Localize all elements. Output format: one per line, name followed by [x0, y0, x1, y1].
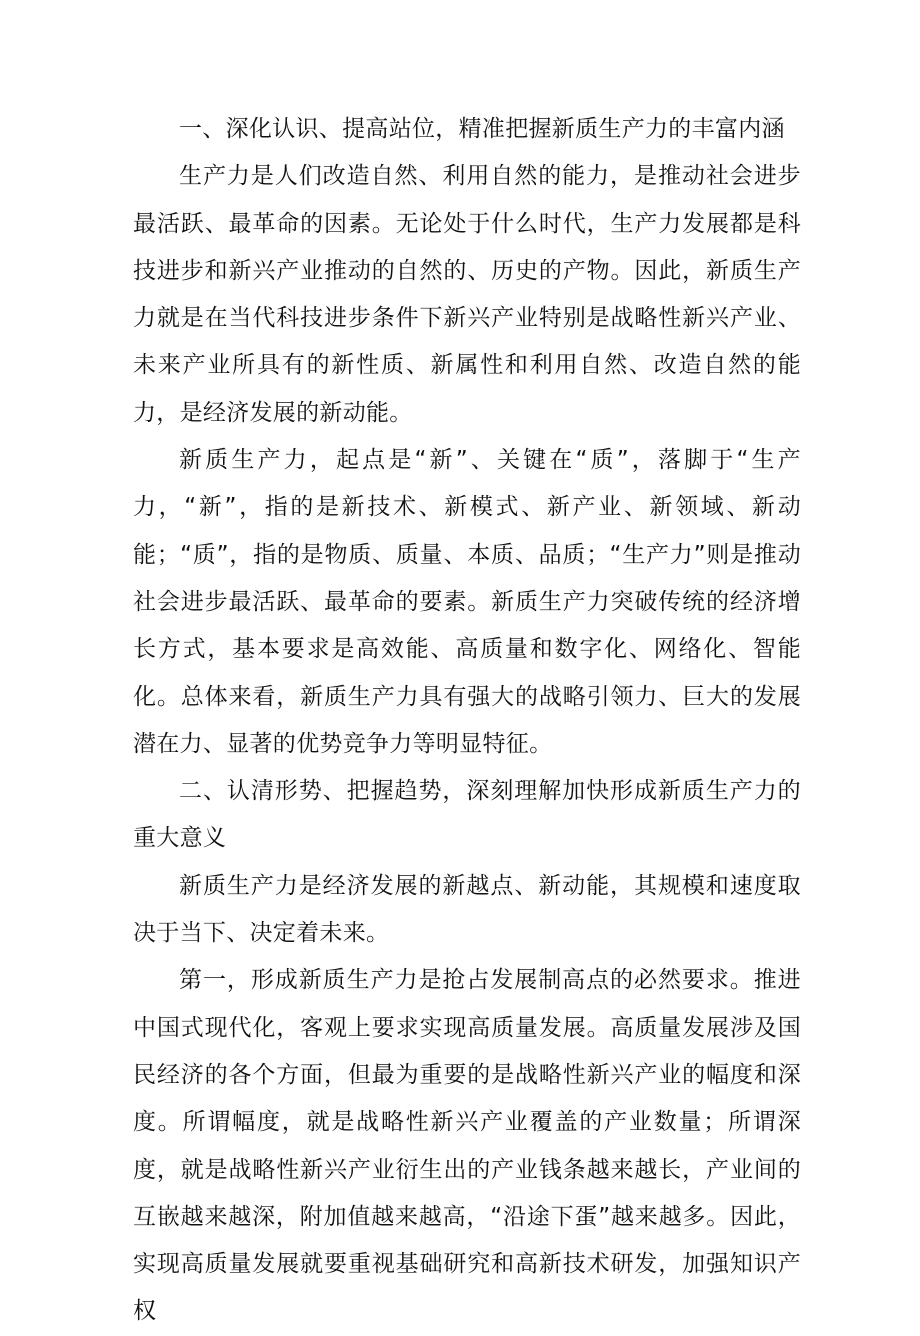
body-paragraph: 新质生产力，起点是“新”、关键在“质”，落脚于“生产力，“新”，指的是新技术、新模式、新产业、新领域、新动能；“质”，指的是物质、质量、本质、品质；“生产力”则是推动社会进步最活跃、最革命的要素。新质生产力突破传统的经济增长方式，基本要求是高效能、高质量和数字化、网络化、智能化。总体来看，新质生产力具有强大的战略引领力、巨大的发展潜在力、显著的优势竞争力等明显特征。	[133, 447, 801, 757]
section-heading-1: 一、深化认识、提高站位，精准把握新质生产力的丰富内涵	[179, 116, 785, 142]
body-paragraph: 新质生产力是经济发展的新越点、新动能，其规模和速度取决于当下、决定着未来。	[133, 872, 801, 947]
body-paragraph: 生产力是人们改造自然、利用自然的能力，是推动社会进步最活跃、最革命的因素。无论处于什么时代，生产力发展都是科技进步和新兴产业推动的自然的、历史的产物。因此，新质生产力就是在当代科技进步条件下新兴产业特别是战略性新兴产业、未来产业所具有的新性质、新属性和利用自然、改造自然的能力，是经济发展的新动能。	[133, 163, 801, 426]
document-page	[133, 106, 801, 1336]
section-heading-2: 二、认清形势、把握趋势，深刻理解加快形成新质生产力的重大意义	[133, 778, 801, 852]
body-paragraph: 第一，形成新质生产力是抢占发展制高点的必然要求。推进中国式现代化，客观上要求实现高质量发展。高质量发展涉及国民经济的各个方面，但最为重要的是战略性新兴产业的幅度和深度。所谓幅度，就是战略性新兴产业覆盖的产业数量；所谓深度，就是战略性新兴产业衍生出的产业钱条越来越长，产业间的互嵌越来越深，附加值越来越高，“沿途下蛋”越来越多。因此，实现高质量发展就要重视基础研究和高新技术研发，加强知识产权	[133, 967, 801, 1325]
